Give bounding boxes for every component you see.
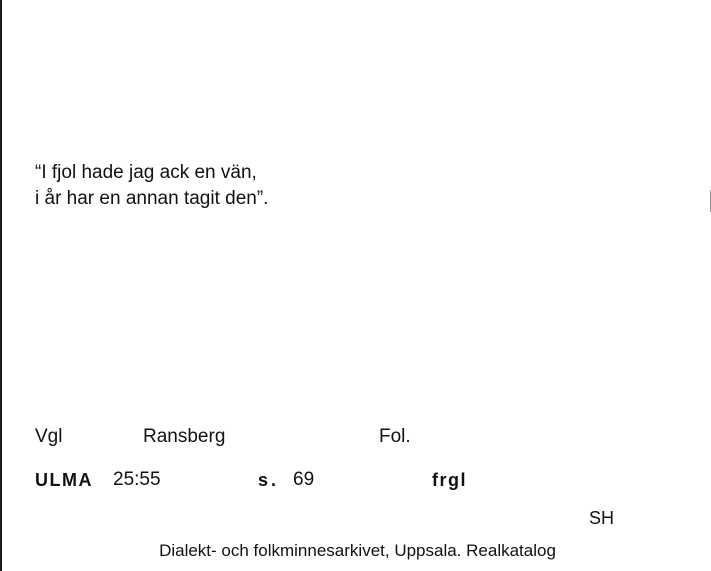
quote-line-2: i år har en annan tagit den”. <box>35 188 269 209</box>
category-label: Fol. <box>379 426 411 447</box>
initials: SH <box>589 508 615 528</box>
place-label: Ransberg <box>143 426 226 447</box>
page-number: 69 <box>293 469 315 490</box>
quote-text <box>35 160 268 212</box>
footer-text: Dialekt- och folkminnesarkivet, Uppsala. Realkatalog <box>159 541 556 560</box>
archive-number: 25:55 <box>113 469 161 490</box>
page-prefix: s. <box>258 470 280 490</box>
quote-line-1: “I fjol hade jag ack en vän, <box>35 162 257 183</box>
archive-label: ULMA <box>35 470 93 490</box>
province-label: Vgl <box>35 426 63 447</box>
code-label: frgl <box>432 470 467 490</box>
